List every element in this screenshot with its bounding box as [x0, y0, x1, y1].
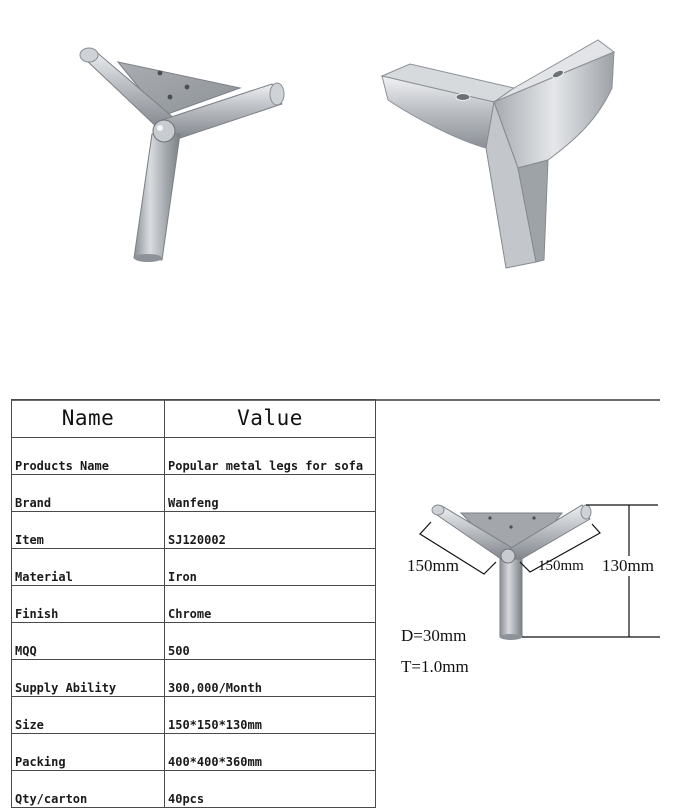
cell-name: MQQ	[12, 623, 165, 660]
cell-value: Popular metal legs for sofa	[165, 438, 376, 475]
product-photo-flat-bar-leg	[368, 28, 618, 280]
table-row-mqq	[12, 623, 376, 660]
cell-value: 150*150*130mm	[165, 697, 376, 734]
cell-value: 40pcs	[165, 771, 376, 808]
dimension-thickness: T=1.0mm	[401, 657, 469, 676]
cell-name: Brand	[12, 475, 165, 512]
header-name: Name	[12, 400, 165, 438]
table-row-finish	[12, 586, 376, 623]
cell-name: Qty/carton	[12, 771, 165, 808]
dimension-width-right: 150mm	[538, 558, 584, 574]
cell-value: Chrome	[165, 586, 376, 623]
table-row-supply-ability	[12, 660, 376, 697]
cell-value: 500	[165, 623, 376, 660]
table-row-products-name	[12, 438, 376, 475]
cell-name: Finish	[12, 586, 165, 623]
cell-value: Iron	[165, 549, 376, 586]
leg-dimension-drawing	[376, 401, 660, 800]
cell-value: 400*400*360mm	[165, 734, 376, 771]
cell-name: Packing	[12, 734, 165, 771]
header-value: Value	[165, 400, 376, 438]
dimension-width-left: 150mm	[407, 556, 459, 575]
table-row-packing	[12, 734, 376, 771]
table-row-item	[12, 512, 376, 549]
table-row-qty-carton	[12, 771, 376, 808]
cell-name: Item	[12, 512, 165, 549]
cell-value: 300,000/Month	[165, 660, 376, 697]
cell-value: SJ120002	[165, 512, 376, 549]
cell-name: Products Name	[12, 438, 165, 475]
dimension-diagram	[376, 401, 660, 800]
cell-value: Wanfeng	[165, 475, 376, 512]
spec-table	[11, 399, 376, 808]
round-tube-leg-image	[62, 22, 318, 284]
dimension-diameter: D=30mm	[401, 626, 467, 645]
dimension-height: 130mm	[602, 556, 654, 575]
table-row-material	[12, 549, 376, 586]
flat-bar-leg-image	[368, 28, 618, 280]
table-header-row	[12, 400, 376, 438]
cell-name: Supply Ability	[12, 660, 165, 697]
table-row-size	[12, 697, 376, 734]
table-row-brand	[12, 475, 376, 512]
product-photo-round-tube-leg	[62, 22, 318, 284]
cell-name: Material	[12, 549, 165, 586]
cell-name: Size	[12, 697, 165, 734]
